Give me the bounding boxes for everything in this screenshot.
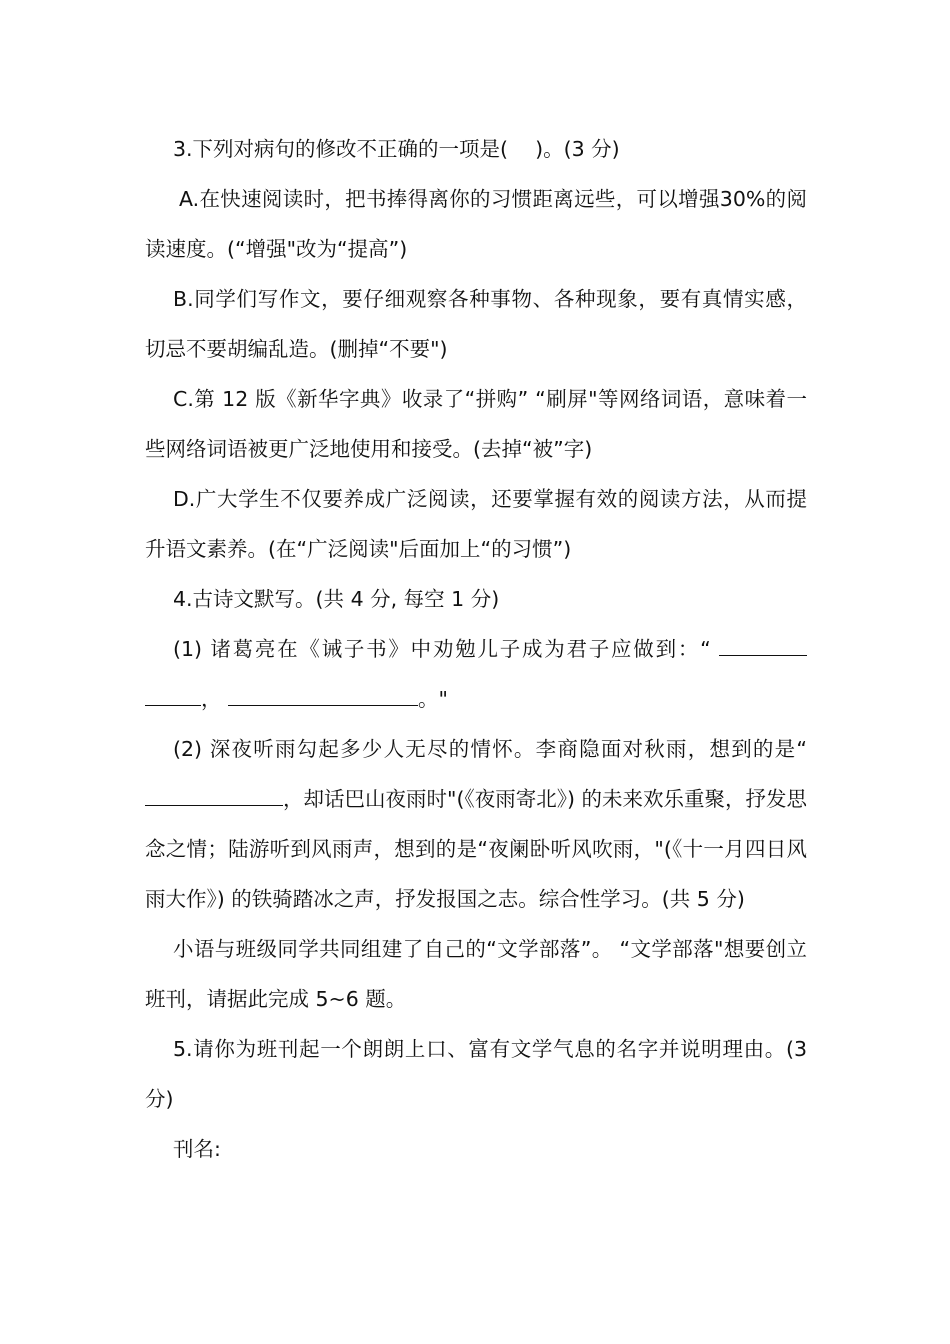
question-4-part-1 — [145, 624, 807, 724]
question-4-part-2-text: (2) 深夜听雨勾起多少人无尽的情怀。李商隐面对秋雨，想到的是“ — [173, 737, 807, 761]
question-3-option-d: D.广大学生不仅要养成广泛阅读，还要掌握有效的阅读方法，从而提升语文素养。(在“广泛阅读"后面加上“的习惯”) — [145, 487, 807, 561]
question-3-option-a: A.在快速阅读时，把书捧得离你的习惯距离远些，可以增强30%的阅读速度。(“增强"改为“提高”) — [145, 187, 807, 261]
question-4-part-1-text: (1) 诸葛亮在《诫子书》中劝勉儿子成为君子应做到：“ — [173, 637, 719, 661]
answer-blank[interactable] — [228, 686, 418, 706]
question-4-part-2-rest: ，却话巴山夜雨时"(《夜雨寄北》) 的未来欢乐重聚，抒发思念之情；陆游听到风雨声，想到的是“夜阑卧听风吹雨，"(《十一月四日风雨大作》) 的铁骑踏冰之声，抒发报国之志。综合性学习。(共 5 分) — [145, 787, 807, 911]
question-3-stem: 3.下列对病句的修改不正确的一项是( )。(3 分) — [173, 137, 620, 161]
question-5-stem: 5.请你为班刊起一个朗朗上口、富有文学气息的名字并说明理由。(3 分) — [145, 1037, 807, 1111]
document-page — [145, 124, 807, 1174]
magazine-name-label: 刊名: — [173, 1137, 221, 1161]
question-4-stem: 4.古诗文默写。(共 4 分, 每空 1 分) — [173, 587, 500, 611]
activity-intro: 小语与班级同学共同组建了自己的“文学部落”。 “文学部落"想要创立班刊，请据此完成 5~6 题。 — [145, 937, 807, 1011]
question-3-option-c: C.第 12 版《新华字典》收录了“拼购” “刷屏"等网络词语，意味着一些网络词语被更广泛地使用和接受。(去掉“被”字) — [145, 387, 807, 461]
question-4-part-1-end: 。" — [418, 687, 448, 711]
answer-blank[interactable] — [145, 786, 283, 806]
answer-blank[interactable] — [719, 636, 807, 656]
question-4-part-1-comma: ， — [201, 687, 229, 711]
answer-blank[interactable] — [145, 686, 201, 706]
question-3-option-b: B.同学们写作文，要仔细观察各种事物、各种现象，要有真情实感，切忌不要胡编乱造。(删掉“不要") — [145, 287, 807, 361]
question-4-part-2 — [145, 724, 807, 924]
